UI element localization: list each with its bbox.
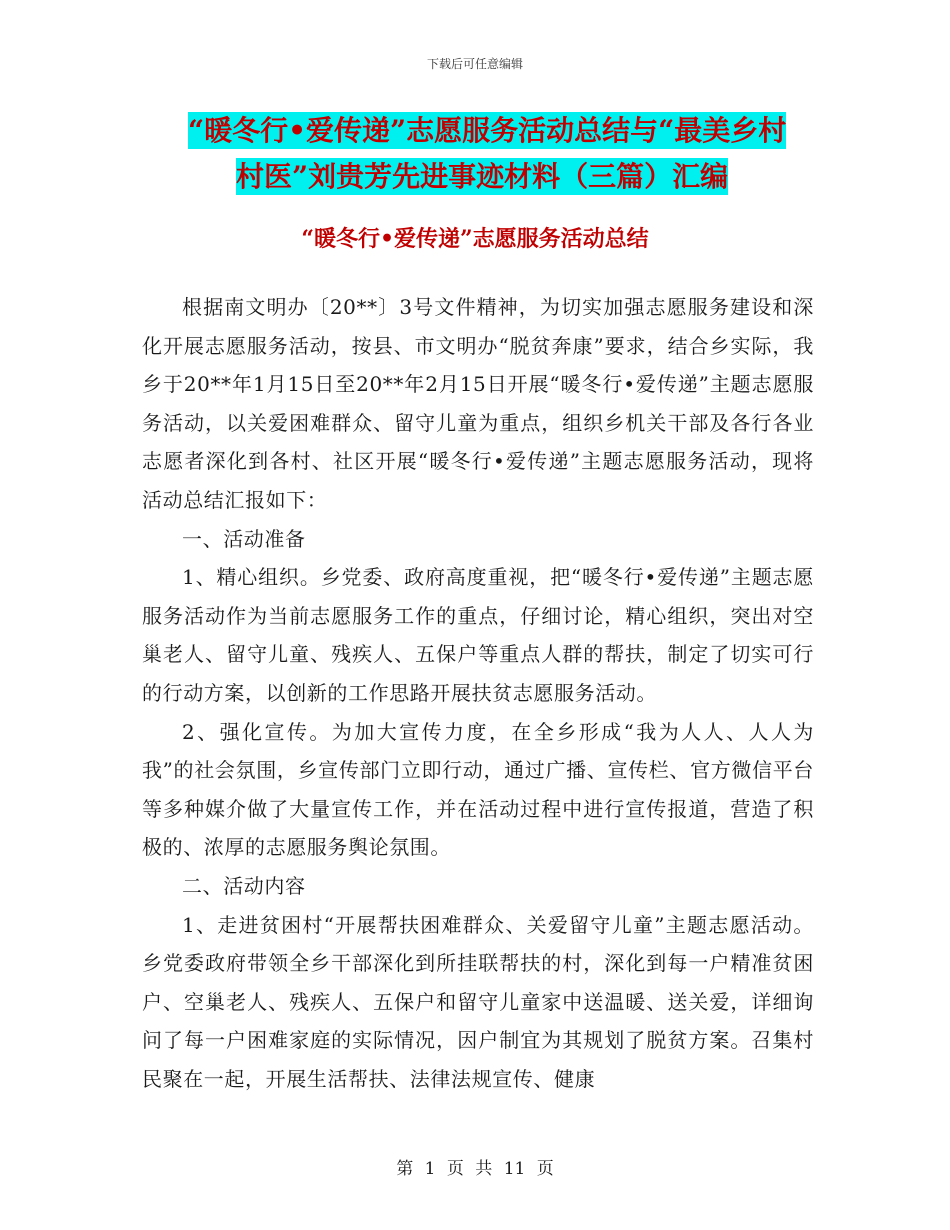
main-title-line-2 bbox=[140, 154, 820, 200]
heading-activity-preparation: 一、活动准备 bbox=[182, 526, 306, 551]
paragraph-visit-poor-villages: 1、走进贫困村“开展帮扶困难群众、关爱留守儿童”主题志愿活动。乡党委政府带领全乡干部深化到所挂联帮扶的村，深化到每一户精准贫困户、空巢老人、残疾人、五保户和留守儿童家中送温暖、送关爱，详细询问了每一户困难家庭的实际情况，因户制宜为其规划了脱贫方案。召集村民聚在一起，开展生活帮扶、法律法规宣传、健康 bbox=[142, 912, 814, 1091]
body-text bbox=[142, 288, 814, 1098]
main-title-line-2-text: 村医”刘贵芳先进事迹材料（三篇）汇编 bbox=[236, 160, 729, 193]
paragraph-intro: 根据南文明办〔20**〕3号文件精神，为切实加强志愿服务建设和深化开展志愿服务活动，按县、市文明办“脱贫奔康”要求，结合乡实际，我乡于20**年1月15日至20**年2月15日开展“暖冬行•爱传递”主题志愿服务活动，以关爱困难群众、留守儿童为重点，组织乡机关干部及各行各业志愿者深化到各村、社区开展“暖冬行•爱传递”主题志愿服务活动，现将活动总结汇报如下： bbox=[142, 295, 814, 512]
page-footer: 第 1 页 共 11 页 bbox=[396, 1159, 554, 1179]
heading-activity-content: 二、活动内容 bbox=[182, 873, 306, 898]
paragraph-strengthen-publicity: 2、强化宣传。为加大宣传力度，在全乡形成“我为人人、人人为我”的社会氛围，乡宣传部门立即行动，通过广播、宣传栏、官方微信平台等多种媒介做了大量宣传工作，并在活动过程中进行宣传报道，营造了积极的、浓厚的志愿服务舆论氛围。 bbox=[142, 719, 814, 860]
header-note: 下载后可任意编辑 bbox=[426, 57, 523, 71]
main-title-line-1 bbox=[140, 108, 820, 154]
section-title: “暖冬行•爱传递”志愿服务活动总结 bbox=[301, 226, 649, 252]
document-main-title bbox=[140, 108, 820, 200]
paragraph-careful-organization: 1、精心组织。乡党委、政府高度重视，把“暖冬行•爱传递”主题志愿服务活动作为当前志愿服务工作的重点，仔细讨论，精心组织，突出对空巢老人、留守儿童、残疾人、五保户等重点人群的帮扶，制定了切实可行的行动方案，以创新的工作思路开展扶贫志愿服务活动。 bbox=[142, 565, 814, 705]
main-title-line-1-text: “暖冬行•爱传递”志愿服务活动总结与“最美乡村 bbox=[188, 114, 787, 147]
